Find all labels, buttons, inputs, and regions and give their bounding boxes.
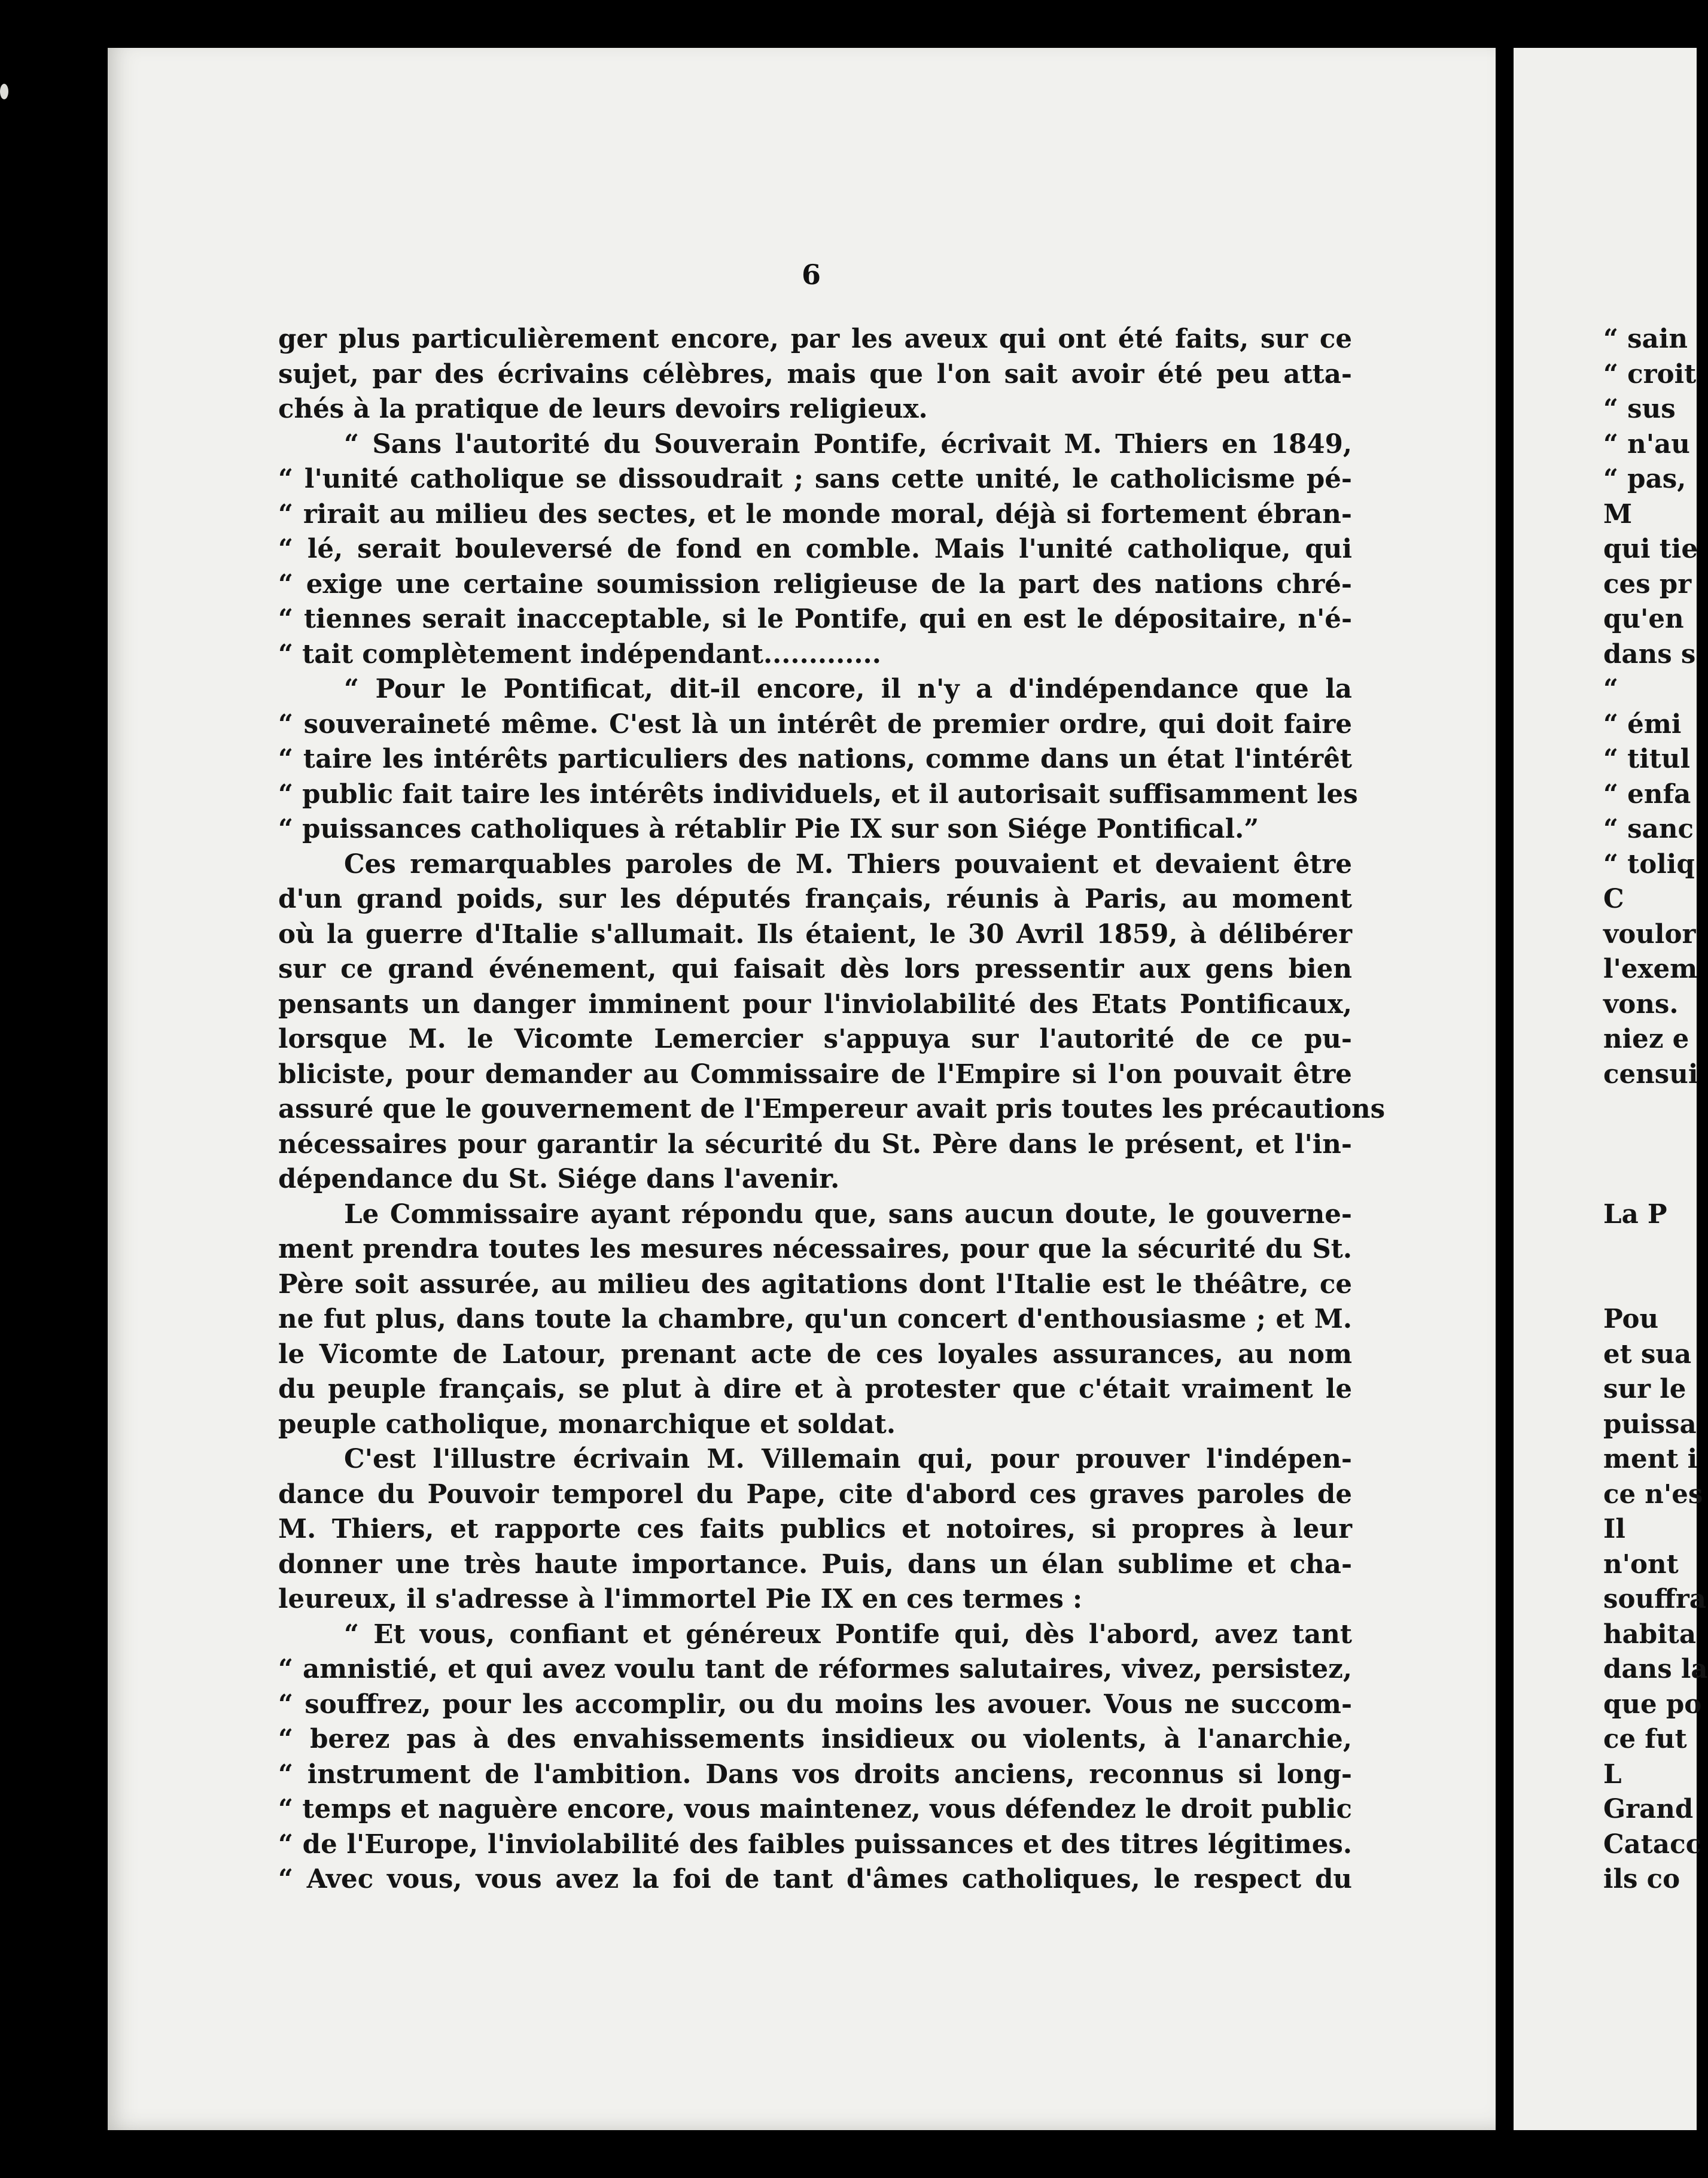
text-line: Père soit assurée, au milieu des agitations dont l'Italie est le théâtre, ce xyxy=(278,1269,1352,1300)
fragment-line: “ n'au xyxy=(1603,428,1690,460)
fragment-line: sur le xyxy=(1603,1374,1686,1404)
text-line: “ de l'Europe, l'inviolabilité des faibles puissances et des titres légitimes. xyxy=(278,1829,1352,1860)
text-line: “ Pour le Pontificat, dit-il encore, il n'y a d'indépendance que la xyxy=(344,674,1352,704)
fragment-line: Pou xyxy=(1603,1304,1659,1334)
text-line: “ puissances catholiques à rétablir Pie IX sur son Siége Pontifical.” xyxy=(278,814,1259,844)
fragment-line: qui tie xyxy=(1603,534,1698,564)
fragment-line: ce n'es xyxy=(1603,1479,1703,1510)
fragment-line: “ croit xyxy=(1603,358,1697,390)
scan-artifact xyxy=(0,84,8,99)
fragment-line: que po xyxy=(1603,1689,1702,1720)
fragment-line: ils co xyxy=(1603,1864,1680,1894)
text-line: dépendance du St. Siége dans l'avenir. xyxy=(278,1164,840,1194)
fragment-line: “ émi xyxy=(1603,708,1682,740)
text-line: assuré que le gouvernement de l'Empereur avait pris toutes les précautions xyxy=(278,1094,1386,1124)
text-line: sujet, par des écrivains célèbres, mais que l'on sait avoir été peu atta- xyxy=(278,358,1352,390)
fragment-line: et sua xyxy=(1603,1339,1692,1370)
text-line: “ tait complètement indépendant............. xyxy=(278,638,881,670)
fragment-line: “ sus xyxy=(1603,394,1676,424)
fragment-line: puissa xyxy=(1603,1409,1697,1440)
fragment-line: L xyxy=(1603,1759,1622,1790)
text-line: “ rirait au milieu des sectes, et le monde moral, déjà si fortement ébran- xyxy=(278,498,1352,530)
text-line: donner une très haute importance. Puis, dans un élan sublime et cha- xyxy=(278,1549,1352,1580)
text-line: M. Thiers, et rapporte ces faits publics et notoires, si propres à leur xyxy=(278,1514,1352,1544)
text-line: “ temps et naguère encore, vous maintenez, vous défendez le droit public xyxy=(278,1794,1352,1824)
fragment-line: ces pr xyxy=(1603,568,1692,600)
text-line: pensants un danger imminent pour l'inviolabilité des Etats Pontificaux, xyxy=(278,988,1352,1020)
fragment-line: La P xyxy=(1603,1198,1667,1230)
fragment-line xyxy=(1603,1267,1708,1303)
fragment-line: vons. xyxy=(1603,988,1679,1020)
text-line: chés à la pratique de leurs devoirs religieux. xyxy=(278,394,928,424)
fragment-line: voulor xyxy=(1603,918,1696,950)
fragment-line: “ toliq xyxy=(1603,848,1695,880)
text-line: peuple catholique, monarchique et soldat. xyxy=(278,1409,896,1440)
text-line: “ Avec vous, vous avez la foi de tant d'âmes catholiques, le respect du xyxy=(278,1864,1352,1894)
fragment-line: ment i xyxy=(1603,1444,1698,1474)
text-line: d'un grand poids, sur les députés français, réunis à Paris, au moment xyxy=(278,884,1352,914)
text-line: lorsque M. le Vicomte Lemercier s'appuya sur l'autorité de ce pu- xyxy=(278,1024,1352,1054)
text-line: ger plus particulièrement encore, par les aveux qui ont été faits, sur ce xyxy=(278,324,1352,354)
right-page-text xyxy=(1603,322,1708,1897)
fragment-line xyxy=(1603,1092,1708,1127)
text-line: “ public fait taire les intérêts individuels, et il autorisait suffisamment les xyxy=(278,778,1358,810)
fragment-line: “ sanc xyxy=(1603,814,1694,844)
fragment-line xyxy=(1603,1162,1708,1197)
text-line: ne fut plus, dans toute la chambre, qu'un concert d'enthousiasme ; et M. xyxy=(278,1304,1352,1334)
fragment-line: Grand xyxy=(1603,1794,1694,1824)
fragment-line: qu'en xyxy=(1603,604,1684,634)
fragment-line: ce fut xyxy=(1603,1724,1687,1754)
fragment-line: “ enfa xyxy=(1603,778,1691,810)
fragment-line: “ titul xyxy=(1603,744,1691,774)
fragment-line: dans s xyxy=(1603,638,1696,670)
text-line: Ces remarquables paroles de M. Thiers pouvaient et devaient être xyxy=(344,848,1352,880)
fragment-line: habita xyxy=(1603,1619,1697,1650)
fragment-line: Il xyxy=(1603,1514,1625,1544)
fragment-line xyxy=(1603,1127,1708,1163)
fragment-line: “ pas, xyxy=(1603,464,1686,494)
page-number: 6 xyxy=(802,258,821,291)
text-line: “ berez pas à des envahissements insidieux ou violents, à l'anarchie, xyxy=(278,1724,1352,1754)
text-line: “ Sans l'autorité du Souverain Pontife, écrivait M. Thiers en 1849, xyxy=(344,428,1352,460)
text-line: “ instrument de l'ambition. Dans vos droits anciens, reconnus si long- xyxy=(278,1759,1352,1790)
text-line: “ tiennes serait inacceptable, si le Pontife, qui en est le dépositaire, n'é- xyxy=(278,604,1352,634)
text-line: le Vicomte de Latour, prenant acte de ces loyales assurances, au nom xyxy=(278,1339,1352,1370)
text-line: bliciste, pour demander au Commissaire de l'Empire si l'on pouvait être xyxy=(278,1058,1352,1090)
fragment-line: “ xyxy=(1603,674,1619,704)
text-line: “ taire les intérêts particuliers des nations, comme dans un état l'intérêt xyxy=(278,744,1352,774)
text-line: C'est l'illustre écrivain M. Villemain qui, pour prouver l'indépen- xyxy=(344,1444,1352,1474)
fragment-line: M xyxy=(1603,498,1633,530)
fragment-line: C xyxy=(1603,884,1624,914)
text-line: “ amnistié, et qui avez voulu tant de réformes salutaires, vivez, persistez, xyxy=(278,1654,1352,1684)
fragment-line: l'exem xyxy=(1603,954,1698,984)
text-line: “ Et vous, confiant et généreux Pontife qui, dès l'abord, avez tant xyxy=(344,1619,1352,1650)
text-line: “ souveraineté même. C'est là un intérêt de premier ordre, qui doit faire xyxy=(278,708,1352,740)
fragment-line: dans la xyxy=(1603,1654,1708,1684)
text-line: “ exige une certaine soumission religieuse de la part des nations chré- xyxy=(278,568,1352,600)
fragment-line: souffra xyxy=(1603,1584,1706,1614)
text-line: où la guerre d'Italie s'allumait. Ils étaient, le 30 Avril 1859, à délibérer xyxy=(278,918,1352,950)
text-line: du peuple français, se plut à dire et à protester que c'était vraiment le xyxy=(278,1374,1352,1404)
text-line: dance du Pouvoir temporel du Pape, cite d'abord ces graves paroles de xyxy=(278,1479,1352,1510)
left-page-text xyxy=(278,322,1386,1897)
fragment-line: n'ont xyxy=(1603,1549,1679,1580)
text-line: Le Commissaire ayant répondu que, sans aucun doute, le gouverne- xyxy=(344,1198,1352,1230)
fragment-line: “ sain xyxy=(1603,324,1688,354)
fragment-line: censui xyxy=(1603,1058,1698,1090)
text-line: “ l'unité catholique se dissoudrait ; sans cette unité, le catholicisme pé- xyxy=(278,464,1352,494)
text-line: leureux, il s'adresse à l'immortel Pie IX en ces termes : xyxy=(278,1584,1083,1614)
text-line: sur ce grand événement, qui faisait dès lors pressentir aux gens bien xyxy=(278,954,1352,984)
fragment-line xyxy=(1603,1232,1708,1267)
fragment-line: Catacc xyxy=(1603,1829,1702,1860)
text-line: ment prendra toutes les mesures nécessaires, pour que la sécurité du St. xyxy=(278,1234,1352,1264)
fragment-line: niez e xyxy=(1603,1024,1689,1054)
text-line: nécessaires pour garantir la sécurité du St. Père dans le présent, et l'in- xyxy=(278,1128,1352,1160)
text-line: “ souffrez, pour les accomplir, ou du moins les avouer. Vous ne succom- xyxy=(278,1689,1352,1720)
text-line: “ lé, serait bouleversé de fond en comble. Mais l'unité catholique, qui xyxy=(278,534,1352,564)
